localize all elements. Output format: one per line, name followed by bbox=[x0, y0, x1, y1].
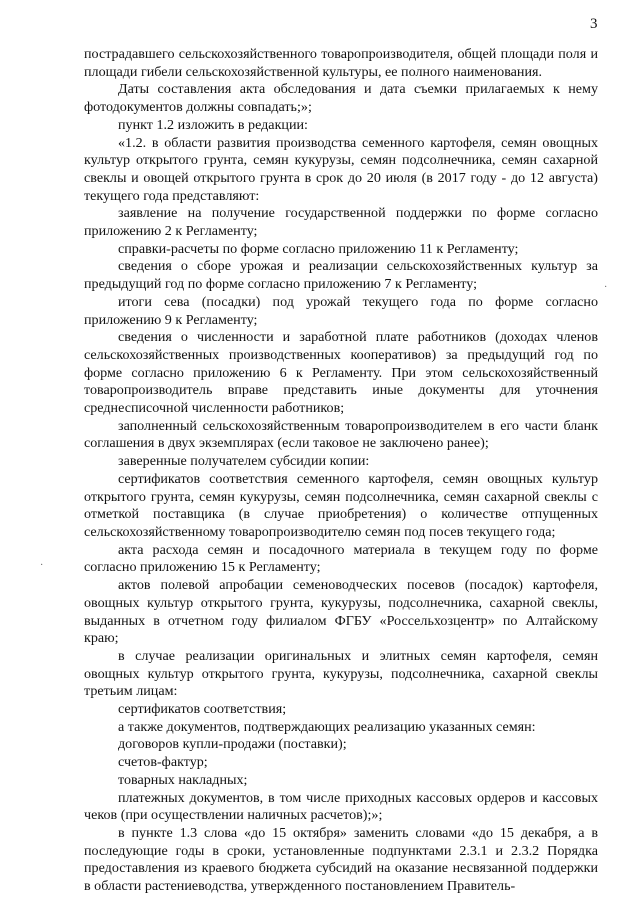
paragraph: «1.2. в области развития производства семенного картофеля, семян овощных культур открытого грунта, семян кукурузы, семян подсолнечника, семян сахарной свеклы и овощей открытого грунта в срок до 20 июля (в 2017 году - до 12 августа) текущего года представляют: bbox=[84, 134, 598, 204]
paragraph: акта расхода семян и посадочного материала в текущем году по форме согласно приложению 15 к Регламенту; bbox=[84, 541, 598, 576]
paragraph: Даты составления акта обследования и дата съемки прилагаемых к нему фотодокументов должны совпадать;»; bbox=[84, 81, 598, 116]
paragraph: заполненный сельскохозяйственным товаропроизводителем в его части бланк соглашения в двух экземплярах (если таковое не заключено ранее); bbox=[84, 417, 598, 452]
paragraph: сертификатов соответствия; bbox=[118, 701, 287, 718]
paragraph: сведения о сборе урожая и реализации сельскохозяйственных культур за предыдущий год по форме согласно приложению 7 к Регламенту; bbox=[84, 258, 598, 293]
page-number: 3 bbox=[590, 16, 598, 32]
paragraph: пункт 1.2 изложить в редакции: bbox=[118, 116, 308, 133]
paragraph: товарных накладных; bbox=[118, 771, 248, 788]
paragraph: в пункте 1.3 слова «до 15 октября» заменить словами «до 15 декабря, а в последующие годы в сроки, установленные подпунктами 2.3.1 и 2.3.2 Порядка предоставления из краевого бюджета субсидий на оказание несвязанной поддержки в области растениеводства, утвержденного постановлением Правитель- bbox=[84, 824, 598, 895]
paragraph: заверенные получателем субсидии копии: bbox=[118, 453, 370, 470]
paragraph: справки-расчеты по форме согласно приложению 11 к Регламенту; bbox=[118, 240, 519, 257]
paragraph: заявление на получение государственной поддержки по форме согласно приложению 2 к Регламенту; bbox=[84, 205, 598, 240]
paragraph: сертификатов соответствия семенного картофеля, семян овощных культур открытого грунта, семян кукурузы, семян подсолнечника, семян сахарной свеклы с отметкой поставщика (в случае приобретения) о количестве отпущенных сельскохозяйственному товаропроизводителю семян под посев текущего года; bbox=[84, 470, 598, 540]
scan-mark: · bbox=[604, 282, 608, 293]
paragraph: итоги сева (посадки) под урожай текущего года по форме согласно приложению 9 к Регламенту; bbox=[84, 293, 598, 328]
document-body bbox=[84, 46, 598, 896]
paragraph: сведения о численности и заработной плате работников (доходах членов сельскохозяйственных производственных кооперативов) за предыдущий год по форме согласно приложению 6 к Регламенту. При этом сельскохозяйственный товаропроизводитель вправе представить иные документы для уточнения среднесписочной численности работников; bbox=[84, 329, 598, 417]
scan-mark: · bbox=[40, 560, 44, 571]
paragraph: а также документов, подтверждающих реализацию указанных семян: bbox=[118, 718, 536, 735]
paragraph: пострадавшего сельскохозяйственного товаропроизводителя, общей площади поля и площади гибели сельскохозяйственной культуры, ее полного наименования. bbox=[84, 46, 598, 80]
paragraph: в случае реализации оригинальных и элитных семян картофеля, семян овощных культур открытого грунта, кукурузы, подсолнечника, сахарной свеклы третьим лицам: bbox=[84, 647, 598, 700]
paragraph: платежных документов, в том числе приходных кассовых ордеров и кассовых чеков (при осуществлении наличных расчетов);»; bbox=[84, 789, 598, 824]
paragraph: договоров купли-продажи (поставки); bbox=[118, 736, 347, 753]
paragraph: актов полевой апробации семеноводческих посевов (посадок) картофеля, овощных культур открытого грунта, кукурузы, подсолнечника, сахарной свеклы, выданных в отчетном году филиалом ФГБУ «Россельхозцентр» по Алтайскому краю; bbox=[84, 577, 598, 647]
paragraph: счетов-фактур; bbox=[118, 754, 208, 771]
